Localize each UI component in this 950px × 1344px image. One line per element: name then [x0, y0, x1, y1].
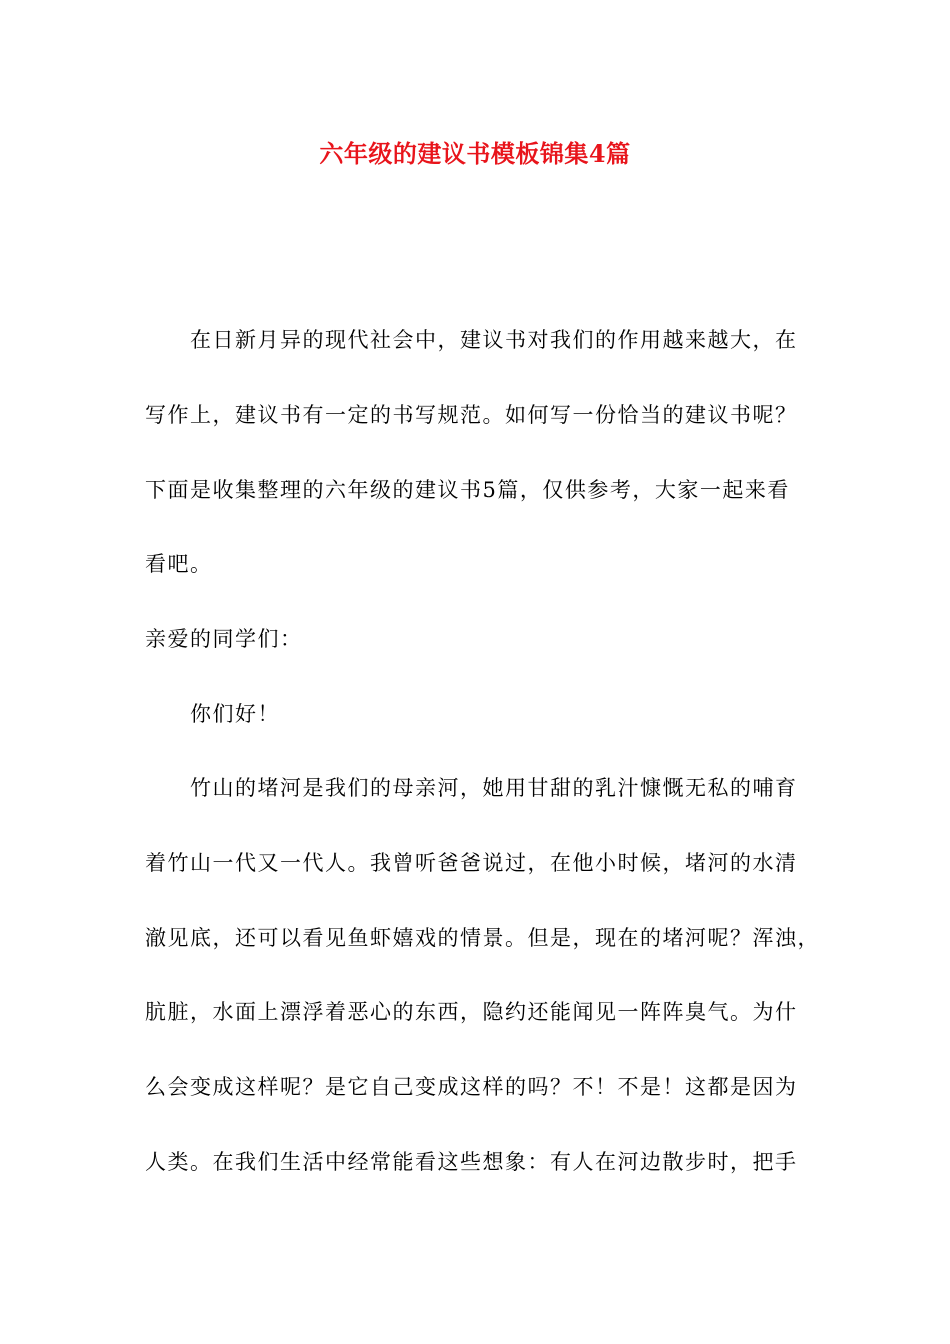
paragraph-line: 肮脏，水面上漂浮着恶心的东西，隐约还能闻见一阵阵臭气。为什	[145, 1000, 798, 1024]
paragraph-line: 写作上，建议书有一定的书写规范。如何写一份恰当的建议书呢？	[145, 403, 798, 427]
greeting-line: 你们好！	[190, 702, 280, 726]
paragraph-line: 着竹山一代又一代人。我曾听爸爸说过，在他小时候，堵河的水清	[145, 851, 798, 875]
paragraph-line: 看吧。	[145, 552, 213, 576]
document-title: 六年级的建议书模板锦集4篇	[319, 139, 631, 168]
paragraph-line: 在日新月异的现代社会中，建议书对我们的作用越来越大，在	[190, 328, 798, 352]
paragraph-line: 么会变成这样呢？是它自己变成这样的吗？不！不是！这都是因为	[145, 1075, 798, 1099]
paragraph-line: 澈见底，还可以看见鱼虾嬉戏的情景。但是，现在的堵河呢？浑浊，	[145, 926, 820, 950]
salutation-line: 亲爱的同学们：	[145, 627, 303, 651]
paragraph-line: 下面是收集整理的六年级的建议书5篇，仅供参考，大家一起来看	[145, 478, 790, 502]
paragraph-line: 竹山的堵河是我们的母亲河，她用甘甜的乳汁慷慨无私的哺育	[190, 776, 798, 800]
paragraph-line: 人类。在我们生活中经常能看这些想象：有人在河边散步时，把手	[145, 1150, 798, 1174]
